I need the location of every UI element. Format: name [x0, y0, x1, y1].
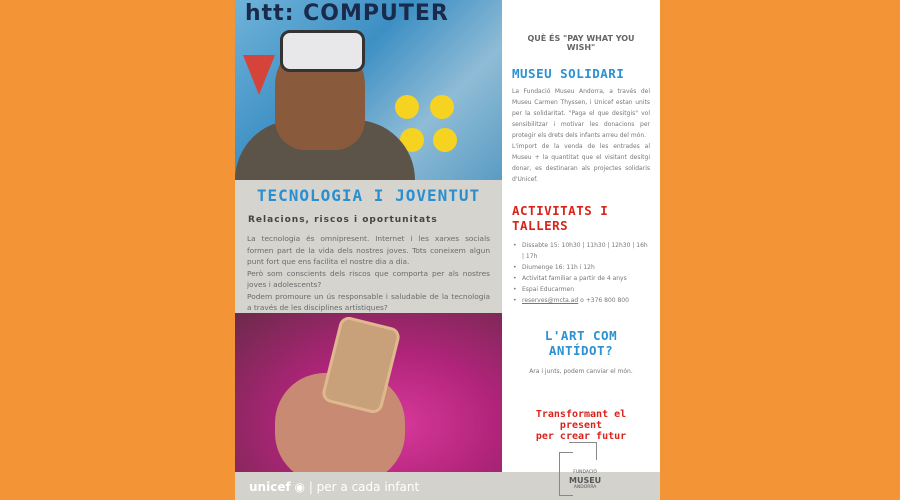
- paragraph: L'import de la venda de les entrades al Museu + la quantitat que el visitant desitgi donar, es destinaran als projectes solidaris d'Unicef.: [512, 143, 650, 183]
- unicef-logo: [249, 480, 419, 494]
- list-item: • Activitat familiar a partir de 4 anys: [512, 273, 650, 284]
- phone-hands-photo: [235, 313, 502, 472]
- right-column: [502, 0, 660, 472]
- art-title: L'ART COM ANTÍDOT?: [544, 328, 618, 358]
- list-item: [512, 295, 650, 306]
- logo-text: ANDORRA: [573, 485, 597, 490]
- unicef-wordmark: unicef: [249, 480, 291, 494]
- slogan-line: per crear futur: [535, 431, 627, 442]
- paragraph: Podem promoure un ús responsable i saludable de la tecnologia a través de les disciplines artístiques?: [247, 291, 490, 312]
- photo-sign-text: htt: COMPUTER: [245, 1, 449, 26]
- poster: [235, 0, 660, 500]
- vr-headset: [280, 30, 365, 72]
- list-item: • Diumenge 16: 11h i 12h: [512, 262, 650, 273]
- phone-text: o +376 800 800: [578, 297, 629, 304]
- slogan-line: Transformant el present: [535, 409, 627, 431]
- logo-text: FUNDACIÓ: [573, 470, 597, 475]
- pay-what-you-wish-heading: QUÈ ÉS "PAY WHAT YOU WISH": [527, 34, 635, 52]
- slogan: [512, 409, 650, 442]
- arrow-drawing: [243, 55, 275, 95]
- vr-child-photo: [235, 0, 502, 180]
- unicef-emblem-icon: ◉: [294, 480, 305, 494]
- list-item: • Espai Educarmen: [512, 284, 650, 295]
- emoji-icon: [430, 95, 454, 119]
- email-link[interactable]: reserves@mcta.ad: [522, 297, 579, 304]
- activitats-list: [512, 240, 650, 306]
- emoji-icon: [433, 128, 457, 152]
- paragraph: La tecnologia és omnipresent. Internet i les xarxes socials formen part de la vida dels nostres joves. Tots coneixem algun punt fort que ens facilita el nostre dia a dia.: [247, 234, 490, 266]
- paragraph: La Fundació Museu Andorra, a través del Museu Carmen Thyssen, i Unicef estan units per la solidaritat. "Paga el que desitgis" vol sensibilitzar i motivar les donacions per protegir els drets dels infants arreu del món.: [512, 88, 650, 139]
- logo-bracket: [569, 442, 597, 460]
- paragraph: Però som conscients dels riscos que comporta per als nostres joves i adolescents?: [247, 268, 490, 289]
- logo-text: MUSEU: [569, 476, 602, 485]
- emoji-icon: [395, 95, 419, 119]
- art-text: Ara i junts, podem canviar el món.: [529, 368, 633, 375]
- fundacio-museu-andorra-logo: [557, 442, 607, 498]
- list-item: • Dissabte 15: 10h30 | 11h30 | 12h30 | 16h | 17h: [512, 240, 650, 262]
- unicef-tagline: | per a cada infant: [308, 480, 420, 494]
- section-title: TECNOLOGIA I JOVENTUT: [256, 186, 481, 205]
- activitats-title: ACTIVITATS I TALLERS: [512, 203, 609, 233]
- section-subtitle: Relacions, riscos i oportunitats: [248, 215, 438, 225]
- tecnologia-section: [235, 180, 502, 313]
- museu-solidari-title: MUSEU SOLIDARI: [512, 66, 625, 81]
